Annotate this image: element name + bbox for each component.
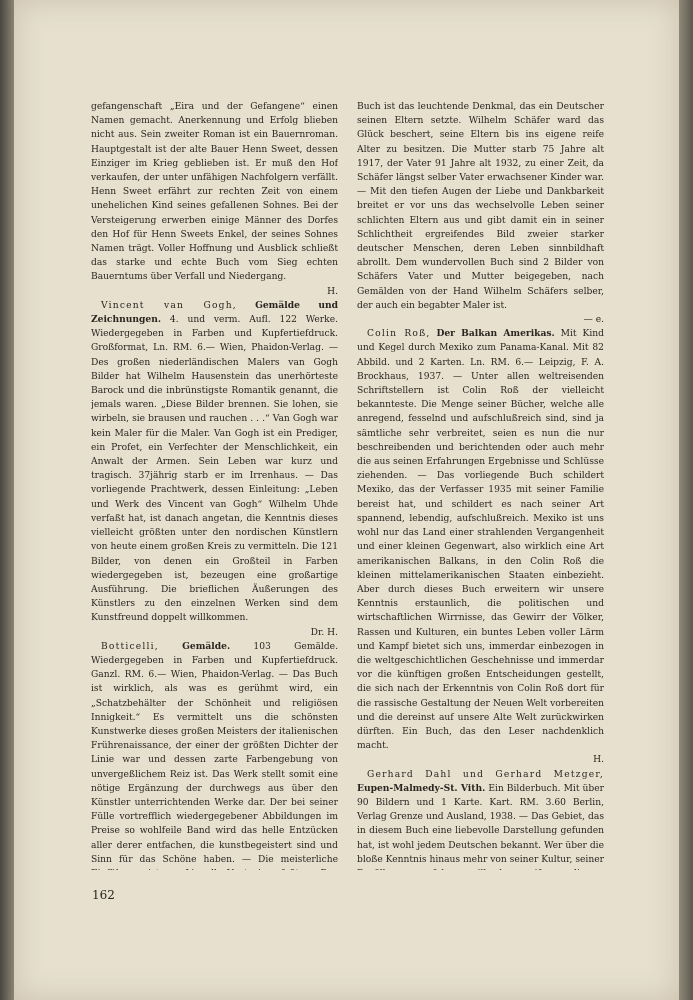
entry-author: Botticelli, (101, 641, 159, 652)
review-continuation: Buch ist das leuchtende Denkmal, das ein Deutscher seinen Eltern setzte. Wilhelm Schäfer ward das Glück beschert, seine Eltern bis ins eigene reife Alter zu besitzen. Die Mutter starb 75 Jahre alt 1917, der Vater 91 Jahre alt 1932, zu einer Zeit, da Schäfer längst selber Vater erwachsener Kinder war. — Mit den tiefen Augen der Liebe und Dankbarkeit breitet er vor uns das wechselvolle Leben seiner schlichten Eltern aus und gibt damit ein in seiner Schlichtheit ergreifendes Bild zweier starker deutscher Menschen, deren Leben sinnbildhaft abrollt. Dem wundervollen Buch sind 2 Bilder von Schäfers Vater und Mutter beigegeben, nach Gemälden von der Hand Wilhelm Schäfers selber, der auch ein begabter Maler ist. — e. (357, 100, 604, 327)
review-entry-ross (357, 327, 604, 767)
entry-text: Ein Bilderbuch. Mit über 90 Bildern und 1 Karte. Kart. RM. 3.60 Berlin, Verlag Grenze und Ausland, 1938. — Das Gebiet, das in diesem Buch eine liebevolle Darstellung gefunden hat, ist wohl jedem Deutschen bekannt. Wer über die bloße Kenntnis hinaus mehr von seiner Kultur, seiner (357, 783, 604, 865)
entry-author: Gerhard Dahl und Gerhard Metzger, (367, 769, 604, 780)
book-spine-shadow (0, 0, 14, 1000)
review-signature: Dr. H. (310, 627, 338, 638)
review-signature: — e. (583, 315, 604, 326)
entry-title: Gemälde. (182, 640, 231, 652)
page-number: 162 (92, 888, 115, 902)
entry-author: Vincent van Gogh, (101, 300, 237, 311)
review-signature: H. (327, 286, 338, 297)
entry-text: 4. und verm. Aufl. 122 Werke. Wiedergegeben in Farben und Kupfertiefdruck. Großformat, Ln. RM. 6.— Wien, Phaidon-Verlag. — Des großen niederländischen Malers van Gogh Bilder hat Wilhelm Hausenstein das unerhörteste Barock und die inbrünstigste Romantik genannt, die jemals waren. „Diese Bilder brennen. Sie lohen, sie wirbeln, sie brausen und rauchen . . .“ Van Gogh war kein Maler für die Maler. Van Gogh ist ein Prediger, ein Profet, ein Verfechter der Menschlichkeit, ein Anwalt der Armen. Sein Leben war kurz und tragisch. 37jährig starb er im Irrenhaus. — Das vorliegende Prachtwerk, dessen Einleitung: „Leben und Werk des Vincent van Gogh“ Wilhelm Uhde verfaßt hat, ist danach angetan, die Kenntnis dieses vielleicht größten unter den nordischen Künstlern von heute einem großen Kreis zu vermitteln. Die 121 Bilder, von denen ein Großteil in Farben wiedergegeben ist, bezeugen eine großartige Ausführung. Die brieflichen Äußerungen des Künstlers zu den einzelnen Werken sind dem Kunstfreund doppelt willkommen. (91, 315, 338, 624)
right-text-column (357, 100, 604, 870)
entry-title: Der Balkan Amerikas. (436, 328, 555, 340)
review-entry-van-gogh (91, 299, 338, 640)
review-entry-dahl-metzger (357, 768, 604, 870)
entry-text: 103 Gemälde. Wiedergegeben in Farben und Kupfertiefdruck. Ganzl. RM. 6.— Wien, Phaidon-Verlag. — Das Buch ist wirklich, als was es gerühmt wird, ein „Schatzbehälter der Schönheit und religiösen Innigkeit.“ Es vermittelt uns die schönsten Kunstwerke dieses großen Meisters der italienischen Frührenaissance, der einer der größten Dichter der Linie war und dessen zarte Farbengebung von unvergeßlichem Reiz ist. Das Werk stellt somit eine nötige Ergänzung der durchwegs aus über den Künstler unterrichtenden Werke dar. Der bei seiner Fülle vortrefflich wiedergegebener Abbildungen im Preise so wohlfeile Band wird das helle Entzücken aller derer entfachen, die kunstbegeistert sind und Sinn für das Schöne haben. — Die meisterliche (91, 641, 338, 865)
entry-title: Gemälde und Zeichnungen. (91, 299, 338, 326)
page-edge-shadow (679, 0, 693, 1000)
review-signature: H. (593, 755, 604, 766)
left-text-column (91, 100, 338, 870)
entry-text: Mit Kind und Kegel durch Mexiko zum Panama-Kanal. Mit 82 Abbild. und 2 Karten. Ln. RM. 6.— Leipzig, F. A. Brockhaus, 1937. — Unter allen weltreisenden Schriftstellern ist Colin Roß der vielleicht bekannteste. Die Menge seiner Bücher, welche alle anregend, fesselnd und aufschlußreich sind, sind ja sämtliche sehr verbreitet, seien es nun die nur beschreibenden und berichtenden oder auch mehr die aus seinen Erfahrungen Ergebnisse und Schlüsse ziehenden. — Das vorliegende Buch schildert Mexiko, das der Verfasser 1935 mit seiner Familie bereist hat, und schildert es nach seiner Art spannend, lebendig, aufschlußreich. Mexiko ist uns wohl nur das Land einer strahlenden Vergangenheit und einer kleinen Gegenwart, also wirklich eine Art amerikanischen Balkans, in den Colin Roß die kleinen mittelamerikanischen Staaten einbezieht. Aber durch dieses Buch erweitern wir unsere Kenntnis erstaunlich, die politischen und wirtschaftlichen Wirrnisse, das Gewirr der Völker, Rassen und Kulturen, ein buntes Leben voller Lärm und Kampf bietet sich uns, immerdar einbezogen in die weltgeschichtlichen Geschehnisse und immerdar vor die künftigen großen Entscheidungen gestellt, die sich nach der Erkenntnis von Colin Roß dort für die rassische Gestaltung der Neuen Welt vorbereiten und die dereinst auf unsere Alte Welt zurückwirken dürften. Ein Buch, das den Leser nachdenklich macht. (357, 329, 604, 752)
review-continuation: gefangenschaft „Eira und der Gefangene“ einen Namen gemacht. Anerkennung und Erfolg blieben nicht aus. Sein zweiter Roman ist ein Bauernroman. Hauptgestalt ist der alte Bauer Henn Sweet, dessen Einziger im Krieg geblieben ist. Er muß den Hof verkaufen, der unter unfähigen Nachfolgern verfällt. Henn Sweet erfährt zur rechten Zeit von einem unehelichen Kind seines gefallenen Sohnes. Bei der Versteigerung erwerben einige Männer des Dorfes den Hof für Henn Sweets Enkel, der seines Sohnes Namen trägt. Voller Hoffnung und Ausblick schließt das starke und echte Buch vom Sieg echten Bauerntums über Verfall und Niedergang. H. (91, 100, 338, 299)
entry-author: Colin Roß, (367, 329, 431, 340)
review-entry-botticelli (91, 640, 338, 870)
entry-title: Eupen-Malmedy-St. Vith. (357, 782, 486, 794)
